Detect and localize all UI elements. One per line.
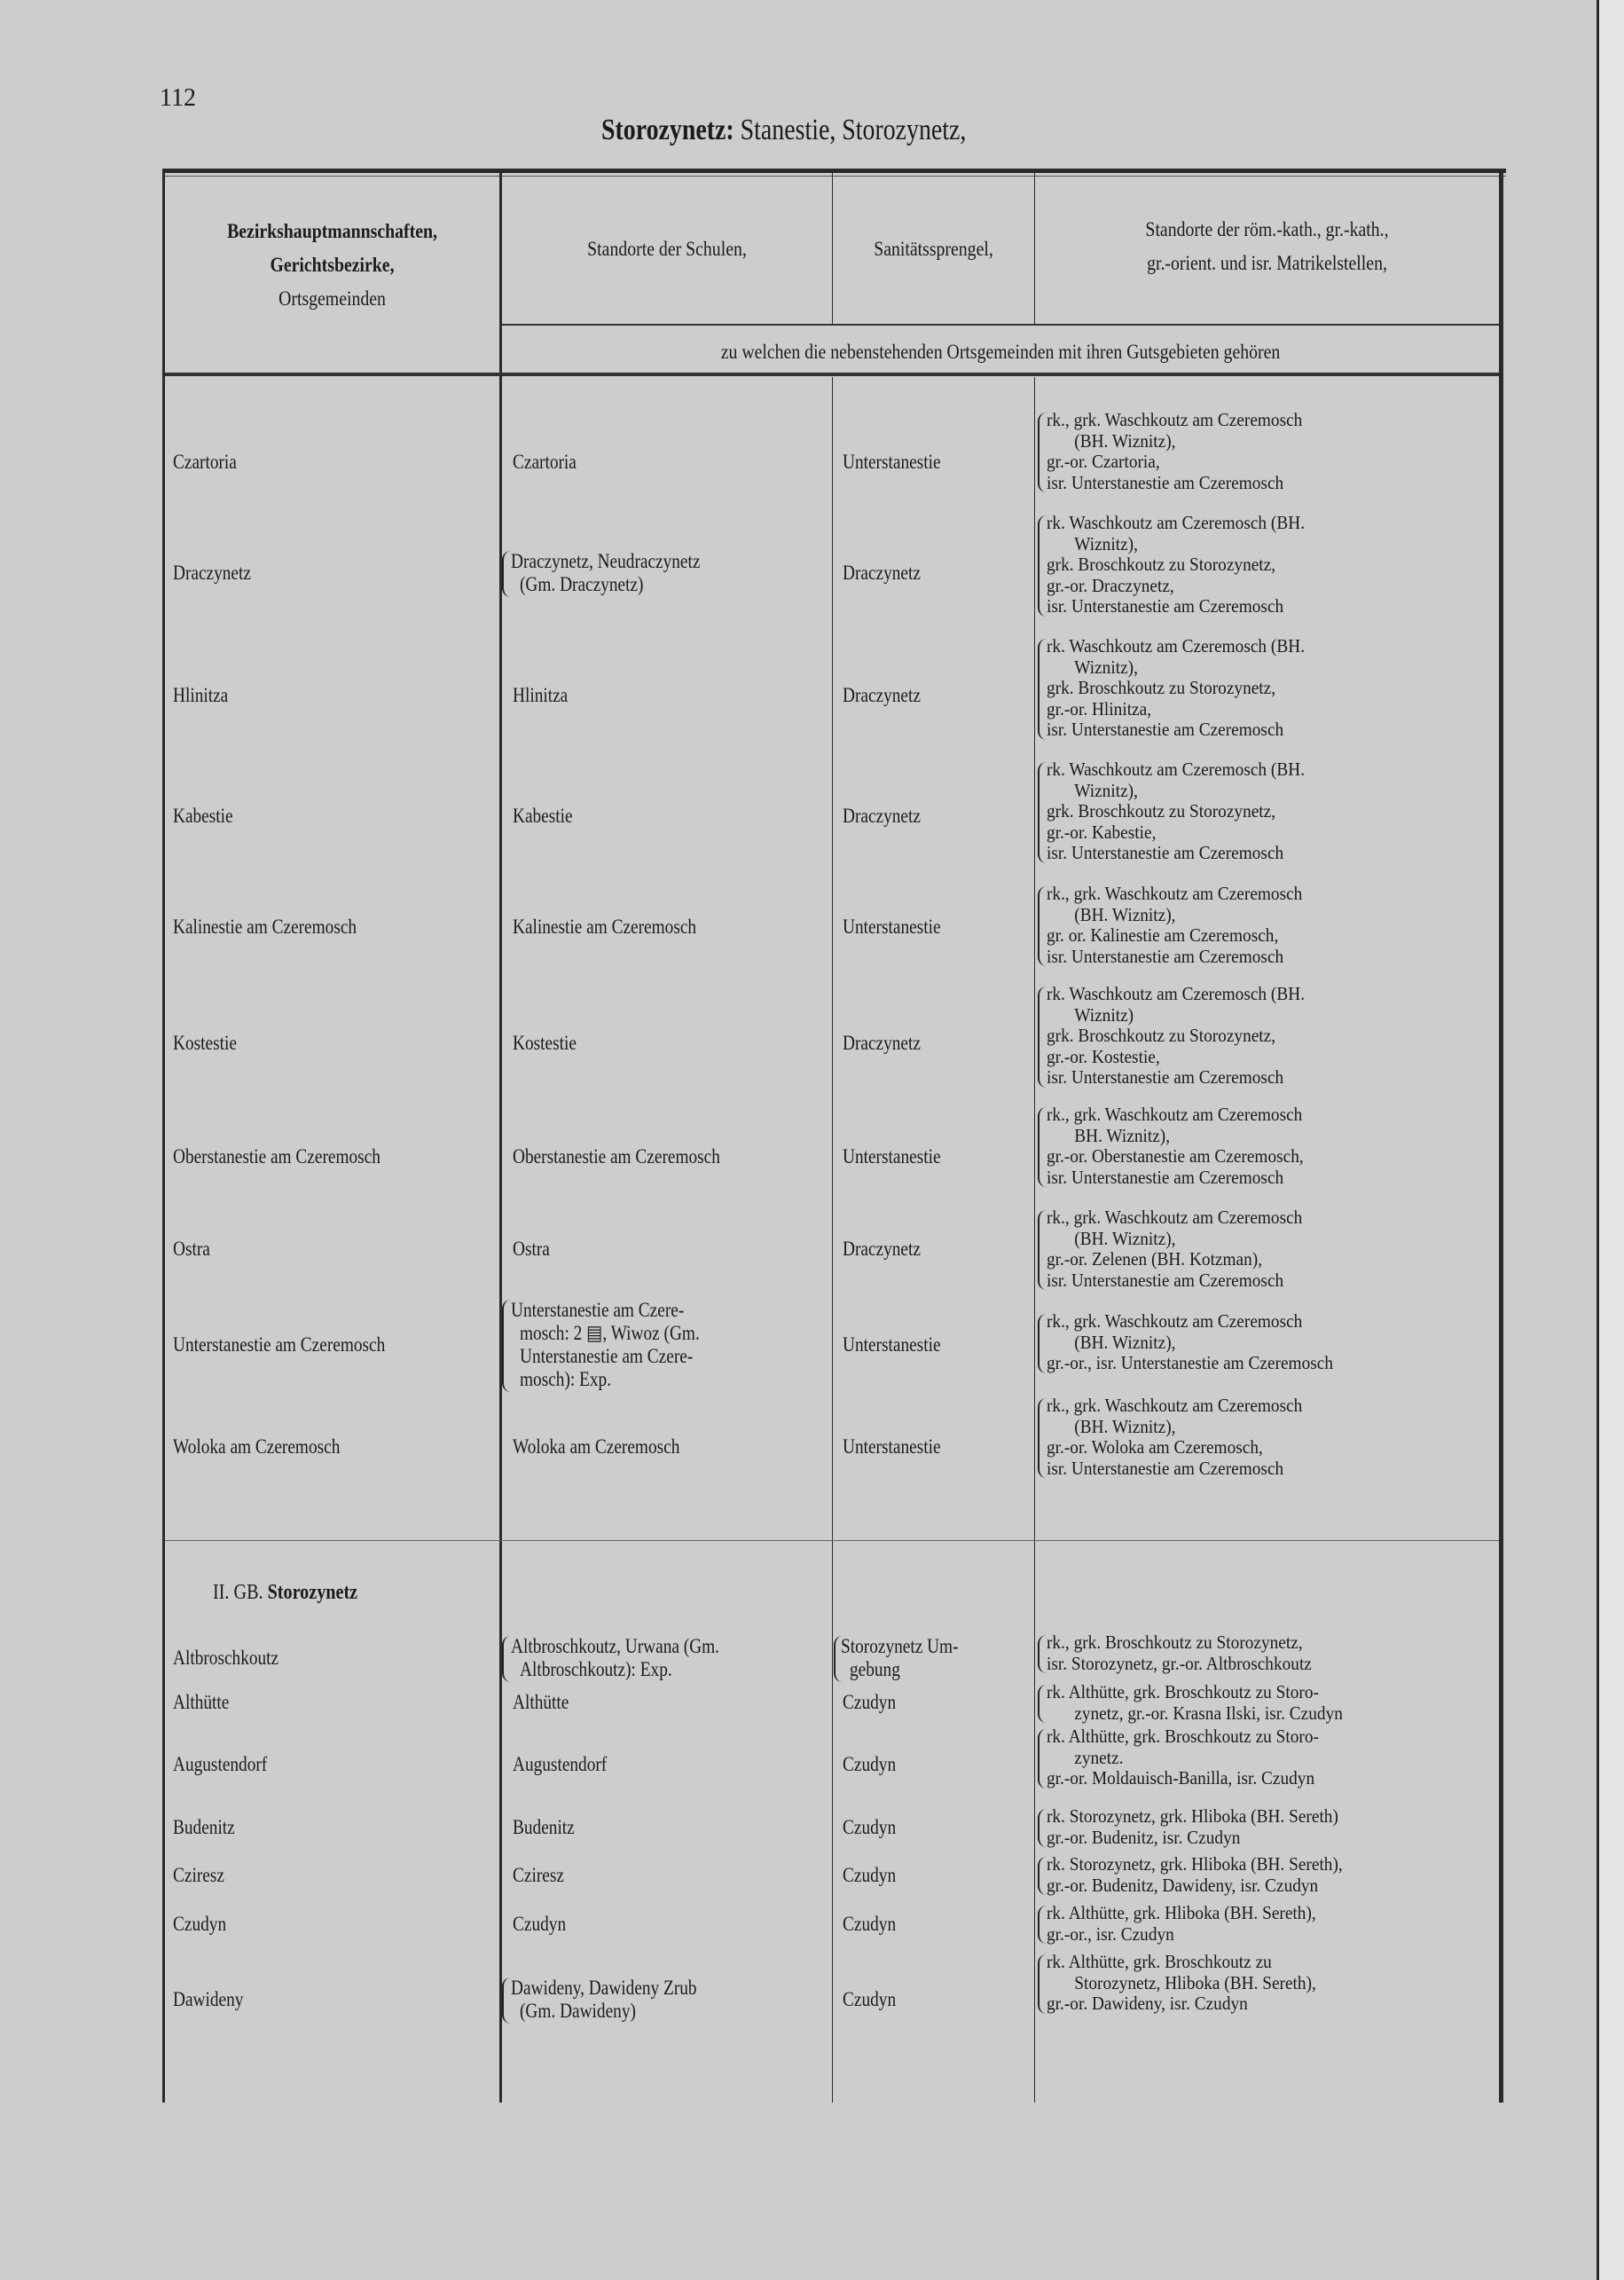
matrikel-line: grk. Broschkoutz zu Storozynetz, [1047, 800, 1276, 822]
matrikel-line: rk. Waschkoutz am Czeremosch (BH. [1047, 759, 1306, 780]
schule-cell: Unterstanestie am Czere- [511, 1299, 685, 1321]
matrikel-line: Storozynetz, Hliboka (BH. Sereth), [1074, 1971, 1316, 1993]
header-col-sanitaet: Sanitätssprengel, [874, 238, 993, 260]
sanitaetssprengel-cell: Czudyn [843, 1753, 897, 1775]
schule-cell: Budenitz [513, 1816, 575, 1838]
matrikel-line: gr.-or. Kostestie, [1047, 1045, 1160, 1067]
matrikel-line: gr.-or., isr. Unterstanestie am Czeremosch [1047, 1352, 1333, 1373]
page-edge [1597, 0, 1624, 2280]
table-top-rule-thin [162, 176, 1506, 177]
sanitaetssprengel-cell: Draczynetz [843, 1032, 921, 1054]
brace-icon [502, 1636, 511, 1682]
gemeinde-cell: Oberstanestie am Czeremosch [173, 1145, 381, 1168]
header-subheader: zu welchen die nebenstehenden Ortsgemeinden mit ihren Gutsgebieten gehören [720, 341, 1281, 363]
matrikel-cell [1047, 1854, 1343, 1896]
schule-cell: Ostra [513, 1238, 550, 1260]
matrikel-line: isr. Unterstanestie am Czeremosch [1047, 471, 1284, 493]
page-title-bold: Storozynetz: [601, 114, 734, 146]
matrikel-line: gr.-or. Dawideny, isr. Czudyn [1047, 1993, 1248, 2014]
gemeinde-cell: Kabestie [173, 805, 233, 827]
brace-icon [502, 1300, 511, 1392]
brace-icon [1038, 987, 1047, 1088]
matrikel-line: rk. Storozynetz, grk. Hliboka (BH. Sereth) [1047, 1805, 1338, 1827]
matrikel-cell [1047, 1311, 1333, 1374]
matrikel-line: rk., grk. Waschkoutz am Czeremosch [1047, 409, 1303, 430]
matrikel-cell [1047, 636, 1305, 741]
brace-icon [1038, 1635, 1047, 1673]
brace-icon [1038, 886, 1047, 966]
section-name: Storozynetz [267, 1581, 358, 1604]
brace-icon [1038, 1809, 1047, 1847]
sanitaetssprengel-cell: gebung [850, 1658, 900, 1680]
matrikel-line: (BH. Wiznitz), [1074, 903, 1176, 925]
matrikel-line: rk. Waschkoutz am Czeremosch (BH. [1047, 635, 1306, 656]
matrikel-line: gr.-or. Draczynetz, [1047, 574, 1174, 596]
matrikel-line: gr.-or. Hlinitza, [1047, 697, 1152, 719]
matrikel-line: grk. Broschkoutz zu Storozynetz, [1047, 677, 1276, 698]
sanitaetssprengel-cell: Czudyn [843, 1816, 897, 1838]
matrikel-cell [1047, 1632, 1312, 1674]
gemeinde-cell: Budenitz [173, 1816, 235, 1838]
matrikel-line: rk. Althütte, grk. Broschkoutz zu [1047, 1951, 1272, 1972]
gemeinde-cell: Hlinitza [173, 684, 229, 706]
matrikel-cell [1047, 1207, 1302, 1291]
matrikel-cell [1047, 984, 1305, 1089]
matrikel-line: grk. Broschkoutz zu Storozynetz, [1047, 1025, 1276, 1046]
column-divider-2-header [832, 173, 833, 324]
sanitaetssprengel-cell: Czudyn [843, 1864, 897, 1886]
sanitaetssprengel-cell: Draczynetz [843, 562, 921, 584]
matrikel-line: isr. Unterstanestie am Czeremosch [1047, 945, 1284, 967]
matrikel-line: Wiznitz), [1074, 656, 1138, 678]
schule-cell: Oberstanestie am Czeremosch [513, 1145, 720, 1168]
page-title [601, 114, 966, 147]
table-left-border [162, 169, 165, 2103]
matrikel-line: rk. Waschkoutz am Czeremosch (BH. [1047, 983, 1306, 1004]
matrikel-line: rk., grk. Waschkoutz am Czeremosch [1047, 883, 1303, 904]
brace-icon [1038, 762, 1047, 863]
schule-cell: Dawideny, Dawideny Zrub [511, 1977, 697, 1999]
schule-cell: mosch): Exp. [520, 1368, 612, 1390]
matrikel-line: isr. Storozynetz, gr.-or. Altbroschkoutz [1047, 1652, 1312, 1674]
matrikel-line: rk., grk. Waschkoutz am Czeremosch [1047, 1310, 1303, 1332]
gemeinde-cell: Unterstanestie am Czeremosch [173, 1333, 386, 1356]
sanitaetssprengel-cell: Czudyn [843, 1988, 897, 2010]
sanitaetssprengel-cell: Unterstanestie [843, 1145, 941, 1168]
matrikel-cell [1047, 410, 1302, 493]
section-heading [213, 1581, 357, 1605]
schule-cell: Hlinitza [513, 684, 569, 706]
matrikel-line: gr.-or. Oberstanestie am Czeremosch, [1047, 1145, 1304, 1167]
gemeinde-cell: Althütte [173, 1691, 230, 1713]
column-divider-1 [499, 173, 502, 2103]
brace-icon [1038, 1314, 1047, 1373]
matrikel-line: rk. Storozynetz, grk. Hliboka (BH. Sereth), [1047, 1853, 1343, 1875]
matrikel-line: rk. Waschkoutz am Czeremosch (BH. [1047, 512, 1306, 533]
gemeinde-cell: Altbroschkoutz [173, 1647, 279, 1669]
column-divider-2 [832, 377, 833, 2103]
matrikel-cell [1047, 1682, 1343, 1724]
header-col4-line1: Standorte der röm.-kath., gr.-kath., [1145, 218, 1389, 240]
matrikel-line: (BH. Wiznitz), [1074, 1331, 1176, 1353]
schule-cell: Kostestie [513, 1032, 577, 1054]
matrikel-line: gr.-or. Zelenen (BH. Kotzman), [1047, 1248, 1263, 1270]
sanitaetssprengel-cell: Czudyn [843, 1913, 897, 1935]
brace-icon [1038, 1107, 1047, 1187]
schule-cell: Kabestie [513, 805, 573, 827]
matrikel-line: zynetz. [1074, 1746, 1124, 1768]
matrikel-line: isr. Unterstanestie am Czeremosch [1047, 1166, 1284, 1188]
matrikel-cell [1047, 1396, 1302, 1479]
header-col-matrikel [1068, 213, 1467, 280]
brace-icon [1038, 515, 1047, 617]
matrikel-line: (BH. Wiznitz), [1074, 1415, 1176, 1437]
header-col-gemeinden [188, 215, 475, 316]
matrikel-cell [1047, 1105, 1304, 1188]
matrikel-line: gr.-or. Budenitz, isr. Czudyn [1047, 1826, 1241, 1848]
matrikel-line: isr. Unterstanestie am Czeremosch [1047, 1269, 1284, 1291]
matrikel-cell [1047, 884, 1302, 967]
matrikel-line: rk. Althütte, grk. Broschkoutz zu Storo- [1047, 1726, 1319, 1747]
schule-cell: Kalinestie am Czeremosch [513, 916, 697, 938]
brace-icon [502, 1977, 511, 2024]
gemeinde-cell: Woloka am Czeremosch [173, 1435, 341, 1458]
matrikel-line: gr.-or. Woloka am Czeremosch, [1047, 1436, 1263, 1458]
matrikel-cell [1047, 1952, 1316, 2015]
matrikel-cell [1047, 1726, 1319, 1789]
matrikel-line: rk. Althütte, grk. Hliboka (BH. Sereth), [1047, 1902, 1316, 1923]
section-prefix: II. GB. [213, 1581, 268, 1604]
schule-cell: Augustendorf [513, 1753, 608, 1775]
brace-icon [1038, 1210, 1047, 1290]
gemeinde-cell: Ostra [173, 1238, 210, 1260]
brace-icon [1038, 1954, 1047, 2014]
sanitaetssprengel-cell: Czudyn [843, 1691, 897, 1713]
header-col4-line2: gr.-orient. und isr. Matrikelstellen, [1147, 252, 1387, 274]
brace-icon [1038, 639, 1047, 740]
matrikel-line: zynetz, gr.-or. Krasna Ilski, isr. Czudyn [1074, 1702, 1343, 1724]
schule-cell: Altbroschkoutz): Exp. [520, 1658, 672, 1680]
gemeinde-cell: Czartoria [173, 451, 237, 473]
matrikel-line: gr.-or. Budenitz, Dawideny, isr. Czudyn [1047, 1874, 1319, 1896]
header-col-schulen: Standorte der Schulen, [587, 238, 747, 260]
matrikel-line: isr. Unterstanestie am Czeremosch [1047, 842, 1284, 863]
brace-icon [1038, 1685, 1047, 1723]
brace-icon [1038, 1398, 1047, 1478]
schule-cell: Woloka am Czeremosch [513, 1435, 680, 1458]
column-divider-3-header [1034, 173, 1035, 324]
gemeinde-cell: Kostestie [173, 1032, 237, 1054]
header-subrule [502, 324, 1499, 326]
page-title-rest: Stanestie, Storozynetz, [734, 114, 967, 146]
matrikel-line: rk., grk. Waschkoutz am Czeremosch [1047, 1104, 1303, 1125]
sanitaetssprengel-cell: Draczynetz [843, 805, 921, 827]
sanitaetssprengel-cell: Unterstanestie [843, 451, 941, 473]
matrikel-line: gr.-or. Kabestie, [1047, 821, 1157, 843]
schule-cell: Altbroschkoutz, Urwana (Gm. [511, 1635, 720, 1657]
schule-cell: (Gm. Draczynetz) [520, 573, 644, 595]
matrikel-line: isr. Unterstanestie am Czeremosch [1047, 1457, 1284, 1479]
brace-icon [1038, 1906, 1047, 1944]
sanitaetssprengel-cell: Unterstanestie [843, 1435, 941, 1458]
gemeinde-cell: Kalinestie am Czeremosch [173, 916, 357, 938]
gemeinde-cell: Augustendorf [173, 1753, 268, 1775]
matrikel-line: rk. Althütte, grk. Broschkoutz zu Storo- [1047, 1681, 1319, 1702]
sanitaetssprengel-cell: Unterstanestie [843, 1333, 941, 1356]
schule-cell: Czudyn [513, 1913, 567, 1935]
matrikel-line: (BH. Wiznitz), [1074, 1227, 1176, 1249]
matrikel-line: rk., grk. Broschkoutz zu Storozynetz, [1047, 1631, 1303, 1653]
header-bottom-rule [165, 373, 1499, 376]
matrikel-line: gr.-or. Moldauisch-Banilla, isr. Czudyn [1047, 1767, 1315, 1789]
page-number: 112 [160, 84, 196, 112]
sanitaetssprengel-cell: Unterstanestie [843, 916, 941, 938]
section-divider [165, 1540, 1499, 1541]
table-top-rule [162, 169, 1506, 173]
schule-cell: Althütte [513, 1691, 569, 1713]
schule-cell: (Gm. Dawideny) [520, 2000, 636, 2022]
matrikel-line: Wiznitz), [1074, 779, 1138, 801]
header-col1-line1: Bezirkshauptmannschaften, [227, 220, 437, 242]
brace-icon [502, 551, 511, 597]
matrikel-line: Wiznitz) [1074, 1003, 1134, 1026]
schule-cell: Cziresz [513, 1864, 564, 1886]
schule-cell: mosch: 2 ▤, Wiwoz (Gm. [520, 1322, 700, 1344]
matrikel-line: rk., grk. Waschkoutz am Czeremosch [1047, 1395, 1303, 1416]
matrikel-line: isr. Unterstanestie am Czeremosch [1047, 1066, 1284, 1088]
header-col1-line3: Ortsgemeinden [279, 287, 386, 310]
matrikel-line: isr. Unterstanestie am Czeremosch [1047, 719, 1284, 740]
matrikel-line: (BH. Wiznitz), [1074, 429, 1176, 452]
brace-icon [1038, 1729, 1047, 1789]
sanitaetssprengel-cell: Draczynetz [843, 1238, 921, 1260]
gemeinde-cell: Draczynetz [173, 562, 251, 584]
schule-cell: Unterstanestie am Czere- [520, 1345, 694, 1367]
matrikel-line: grk. Broschkoutz zu Storozynetz, [1047, 554, 1276, 575]
matrikel-line: BH. Wiznitz), [1074, 1124, 1171, 1146]
header-col1-line2: Gerichtsbezirke, [270, 254, 395, 276]
brace-icon [1038, 413, 1047, 492]
gemeinde-cell: Dawideny [173, 1988, 244, 2010]
matrikel-line: gr. or. Kalinestie am Czeremosch, [1047, 924, 1279, 946]
matrikel-line: isr. Unterstanestie am Czeremosch [1047, 595, 1284, 617]
table-right-border [1499, 169, 1503, 2103]
matrikel-line: gr.-or., isr. Czudyn [1047, 1922, 1174, 1945]
column-divider-3 [1034, 377, 1035, 2103]
brace-icon [1038, 1857, 1047, 1895]
matrikel-line: Wiznitz), [1074, 532, 1138, 554]
matrikel-cell [1047, 513, 1305, 617]
schule-cell: Czartoria [513, 451, 577, 473]
schule-cell: Draczynetz, Neudraczynetz [511, 550, 701, 572]
matrikel-line: gr.-or. Czartoria, [1047, 451, 1160, 472]
sanitaetssprengel-cell: Storozynetz Um- [841, 1635, 959, 1657]
gemeinde-cell: Czudyn [173, 1913, 227, 1935]
gemeinde-cell: Cziresz [173, 1864, 224, 1886]
matrikel-cell [1047, 1806, 1338, 1848]
sanitaetssprengel-cell: Draczynetz [843, 684, 921, 706]
matrikel-cell [1047, 1903, 1316, 1945]
matrikel-line: rk., grk. Waschkoutz am Czeremosch [1047, 1207, 1303, 1228]
matrikel-cell [1047, 759, 1305, 864]
